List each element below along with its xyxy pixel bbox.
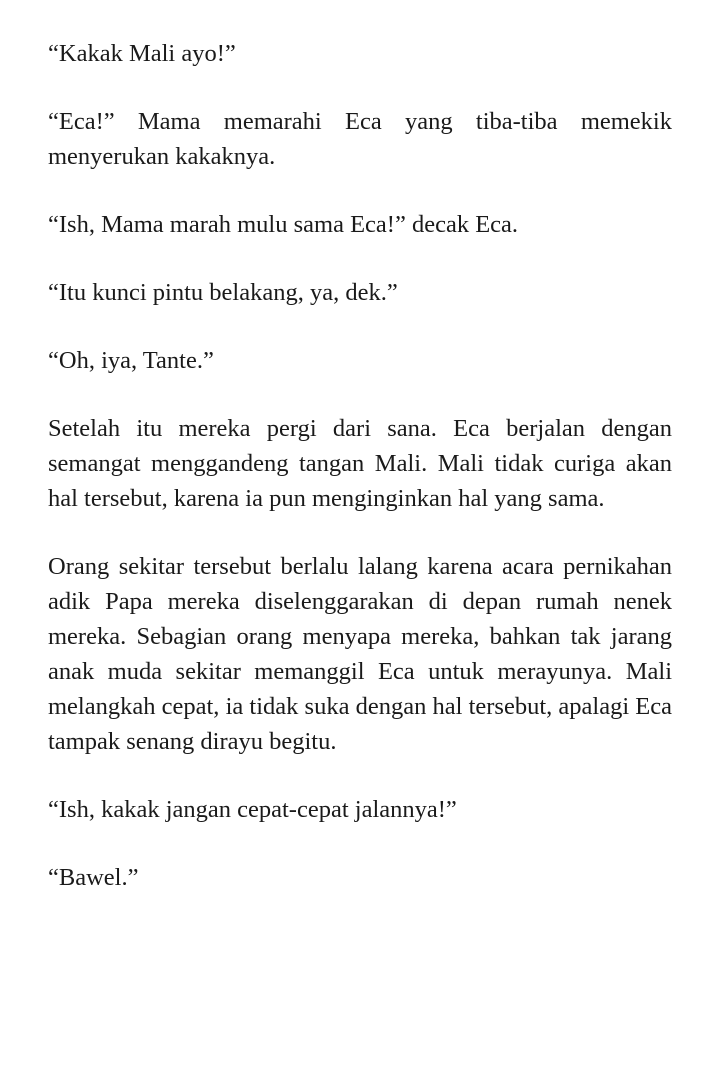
dialogue-paragraph: “Ish, Mama marah mulu sama Eca!” decak Eca. [48, 211, 519, 238]
narrative-paragraph: Setelah itu mereka pergi dari sana. Eca berjalan dengan semangat menggandeng tangan Mali. Mali tidak curiga akan hal tersebut, karena ia pun menginginkan hal yang sama. [48, 415, 672, 512]
dialogue-paragraph: “Bawel.” [48, 864, 139, 891]
dialogue-paragraph: “Itu kunci pintu belakang, ya, dek.” [48, 279, 398, 306]
dialogue-paragraph: “Eca!” Mama memarahi Eca yang tiba-tiba memekik menyerukan kakaknya. [48, 108, 672, 170]
dialogue-paragraph: “Ish, kakak jangan cepat-cepat jalannya!” [48, 796, 457, 823]
narrative-paragraph: Orang sekitar tersebut berlalu lalang karena acara pernikahan adik Papa mereka diselenggarakan di depan rumah nenek mereka. Sebagian orang menyapa mereka, bahkan tak jarang anak muda sekitar memanggil Eca untuk merayunya. Mali melangkah cepat, ia tidak suka dengan hal tersebut, apalagi Eca tampak senang dirayu begitu. [48, 553, 672, 755]
document-page [48, 36, 672, 928]
dialogue-paragraph: “Kakak Mali ayo!” [48, 40, 236, 67]
dialogue-paragraph: “Oh, iya, Tante.” [48, 347, 214, 374]
